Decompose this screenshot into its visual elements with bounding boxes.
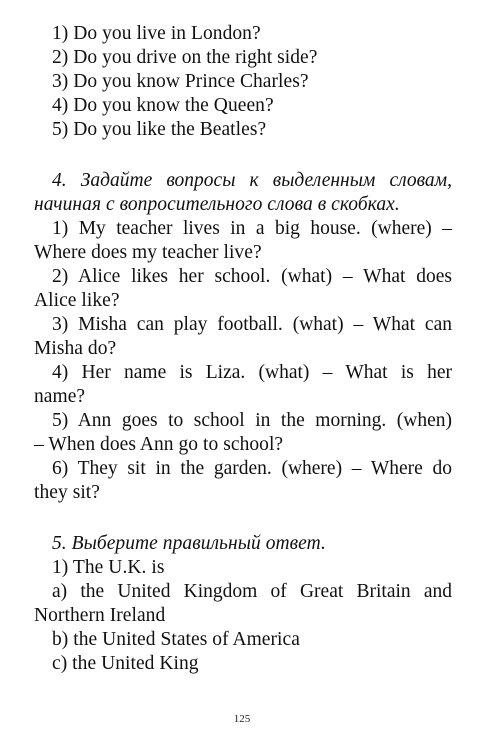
answer-line-4: 4) Do you know the Queen? bbox=[52, 95, 274, 116]
answer-line-2: 2) Do you drive on the right side? bbox=[52, 47, 318, 68]
exercise-4-item-1-line-1: 1) My teacher lives in a big house. (where) – bbox=[52, 218, 452, 239]
exercise-5-option-a-line-2: Northern Ireland bbox=[34, 605, 166, 626]
page-number: 125 bbox=[233, 713, 251, 725]
answer-line-5: 5) Do you like the Beatles? bbox=[52, 119, 267, 140]
answer-line-3: 3) Do you know Prince Charles? bbox=[52, 71, 309, 92]
exercise-4-heading-line-2: начиная с вопросительного слова в скобках. bbox=[34, 194, 400, 215]
answer-line-1: 1) Do you live in London? bbox=[52, 23, 261, 44]
exercise-4-item-3-line-1: 3) Misha can play football. (what) – What can bbox=[52, 314, 452, 335]
exercise-4-item-4-line-2: name? bbox=[34, 386, 86, 407]
exercise-4-item-6-line-1: 6) They sit in the garden. (where) – Where do bbox=[52, 458, 452, 479]
exercise-4-item-4-line-1: 4) Her name is Liza. (what) – What is her bbox=[52, 362, 452, 383]
exercise-5-question: 1) The U.K. is bbox=[52, 557, 165, 578]
exercise-4-item-2-line-2: Alice like? bbox=[34, 290, 120, 311]
exercise-4-item-3-line-2: Misha do? bbox=[34, 338, 117, 359]
exercise-4-heading-line-1: 4. Задайте вопросы к выделенным словам, bbox=[52, 170, 452, 191]
exercise-5-option-c: c) the United King bbox=[52, 653, 199, 674]
exercise-4-item-1-line-2: Where does my teacher live? bbox=[34, 242, 262, 263]
exercise-4-item-5-line-1: 5) Ann goes to school in the morning. (when) bbox=[52, 410, 452, 431]
exercise-5-option-b: b) the United States of America bbox=[52, 629, 300, 650]
exercise-5-option-a-line-1: a) the United Kingdom of Great Britain and bbox=[52, 581, 452, 602]
exercise-4-item-6-line-2: they sit? bbox=[34, 482, 100, 503]
exercise-4-item-5-line-2: – When does Ann go to school? bbox=[34, 434, 284, 455]
exercise-5-heading: 5. Выберите правильный ответ. bbox=[52, 533, 326, 554]
exercise-4-item-2-line-1: 2) Alice likes her school. (what) – What does bbox=[52, 266, 452, 287]
